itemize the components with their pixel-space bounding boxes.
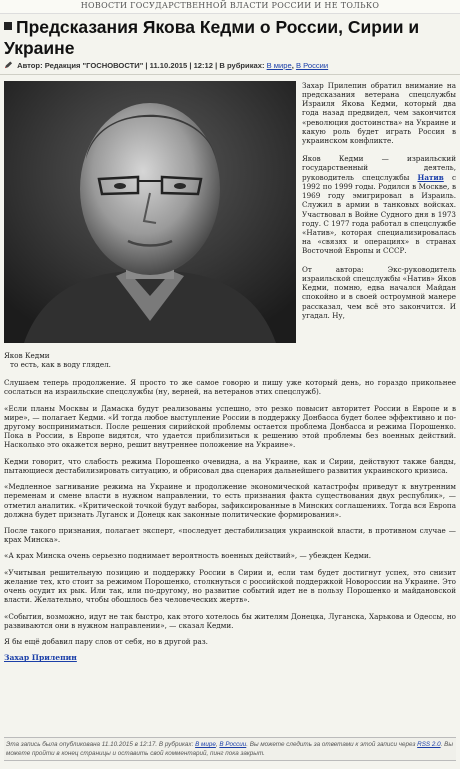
photo-block [4,81,296,360]
continuation-text: то есть, как в воду глядел. [10,359,111,369]
footer-category-link[interactable]: В России [219,741,247,748]
body-paragraph: «Если планы Москвы и Дамаска будут реализованы успешно, это резко повысит авторитет России в Европе и в мире», — полагает Кедми. «И тогда любое выступление России в поддержку Донбасса будет более эффективно и по-другому восприниматься. После решения сирийской проблемы остается проблема Донбасса и режима Порошенко. Пока в России, в Европе видятся, что удается приблизиться к решению этой проблемы без военных действий. Насколько это окажется верно, решит внутреннее положение на Украине». [4,403,456,450]
body-paragraph: «Медленное загнивание режима на Украине и продолжение экономической катастрофы приведут к внутренним переменам и смене власти в нужном направлении, то есть признания факта существования двух республик», — отметил аналитик. «Критической точкой будут выборы, зафиксированные в Минских соглашениях. Тогда вся Европа должна будет признать Луганск и Донецк как законные политические формирования». [4,482,456,519]
post-footer [4,737,456,761]
title-bullet-icon [4,22,12,30]
body-paragraph: Кедми говорит, что слабость режима Порошенко очевидна, а на Украине, как и Сирии, действуют также банды, пытающиеся дестабилизировать ситуацию, и обрисовал два сценария дальнейшего развития украинского кризиса. [4,456,456,475]
meta-separator: , [291,61,294,70]
article-header [0,14,460,59]
signature [4,653,456,663]
footer-text: Эта запись была опубликована 11.10.2015 в 12:17. В рубриках: [6,741,196,748]
site-tagline: НОВОСТИ ГОСУДАРСТВЕННОЙ ВЛАСТИ РОССИИ И НЕ ТОЛЬКО [0,0,460,14]
portrait-image [4,81,296,343]
article-meta [0,59,460,75]
footer-separator: , [215,741,220,748]
photo-caption: Яков Кедми [4,350,50,360]
body-paragraph: Я бы ещё добавил пару слов от себя, но в другой раз. [4,636,208,646]
footer-text: . Вы можете пройти в конец страницы и оставить свой комментарий, пинг пока закрыт. [6,741,453,758]
rss-link[interactable]: RSS 2.0 [417,741,441,748]
nativ-link[interactable]: Натив [417,172,444,182]
body-paragraph: «А крах Минска очень серьезно поднимает вероятность военных действий», — убежден Кедми. [4,551,372,561]
article-title [4,17,456,59]
article-body [4,378,456,646]
bio-text: Яков Кедми — израильский государственный деятель, руководитель спецслужбы [302,154,456,182]
body-paragraph: Слушаем теперь продолжение. Я просто то же самое говорю и пишу уже который день, но гораздо прикольнее сослаться на израильские спецслужбы (ну, верней, на ветеранов этих спецслужб). [4,378,456,397]
article-content [0,75,460,663]
author-note-paragraph: От автора: Экс-руководитель израильской спецслужбы «Натив» Яков Кедми, помню, едва начался Майдан спокойно и в своей остроумной манере рассказал, чем всё это закончится. И угадал. Ну, [302,264,456,320]
pen-icon [4,61,13,69]
article-title-text: Предсказания Якова Кедми о России, Сирии и Украине [4,17,420,58]
bio-text: с 1992 по 1999 годы. Родился в Москве, в 1969 году эмигрировал в Израиль. Служил в армии в танковых войсках. Участвовал в Войне Судного дня в 1973 году. С 1977 года работал в спецслужбе «Натив», которая специализировалась на «связях и операциях» в странах Восточной Европы и СССР. [302,172,456,256]
footer-category-link[interactable]: В мире [195,741,216,748]
body-paragraph: «События, возможно, идут не так быстро, как этого хотелось бы жителям Донецка, Луганска, Харькова и Одессы, но развиваются они в нужном направлении», — сказал Кедми. [4,611,456,630]
meta-category-link[interactable]: В мире [266,61,292,70]
footer-text: . Вы можете следить за ответами к этой записи через [246,741,418,748]
intro-paragraph: Захар Прилепин обратил внимание на предсказания ветерана спецслужбы Израиля Якова Кедми, который два года назад предвидел, чем закончится «революция достоинства» на Украине и какую роль будет играть Россия в украинском конфликте. [302,80,456,146]
portrait-photo [4,81,296,343]
meta-category-link[interactable]: В России [295,61,329,70]
signature-link[interactable]: Захар Прилепин [4,653,77,663]
body-paragraph: «Учитывая решительную позицию и поддержку России в Сирии и, если там будет достигнут успех, это снизит желание тех, кто стоит за режимом Порошенко, столкнуться с российской поддержкой Новороссии на Украине. Это очень осудит их рык. Или так, или по-другому, но развитие событий идет не в пользу Порошенко и майдановской власти. Желательно, чтобы обошлось без человеческих жертв». [4,567,456,605]
body-paragraph: После такого признания, полагает эксперт, «последует дестабилизация украинской власти, в противном случае — крах Минска». [4,526,456,545]
meta-author: Автор: Редакция "ГОСНОВОСТИ" | 11.10.2015 | 12:12 | В рубриках: [17,61,265,70]
